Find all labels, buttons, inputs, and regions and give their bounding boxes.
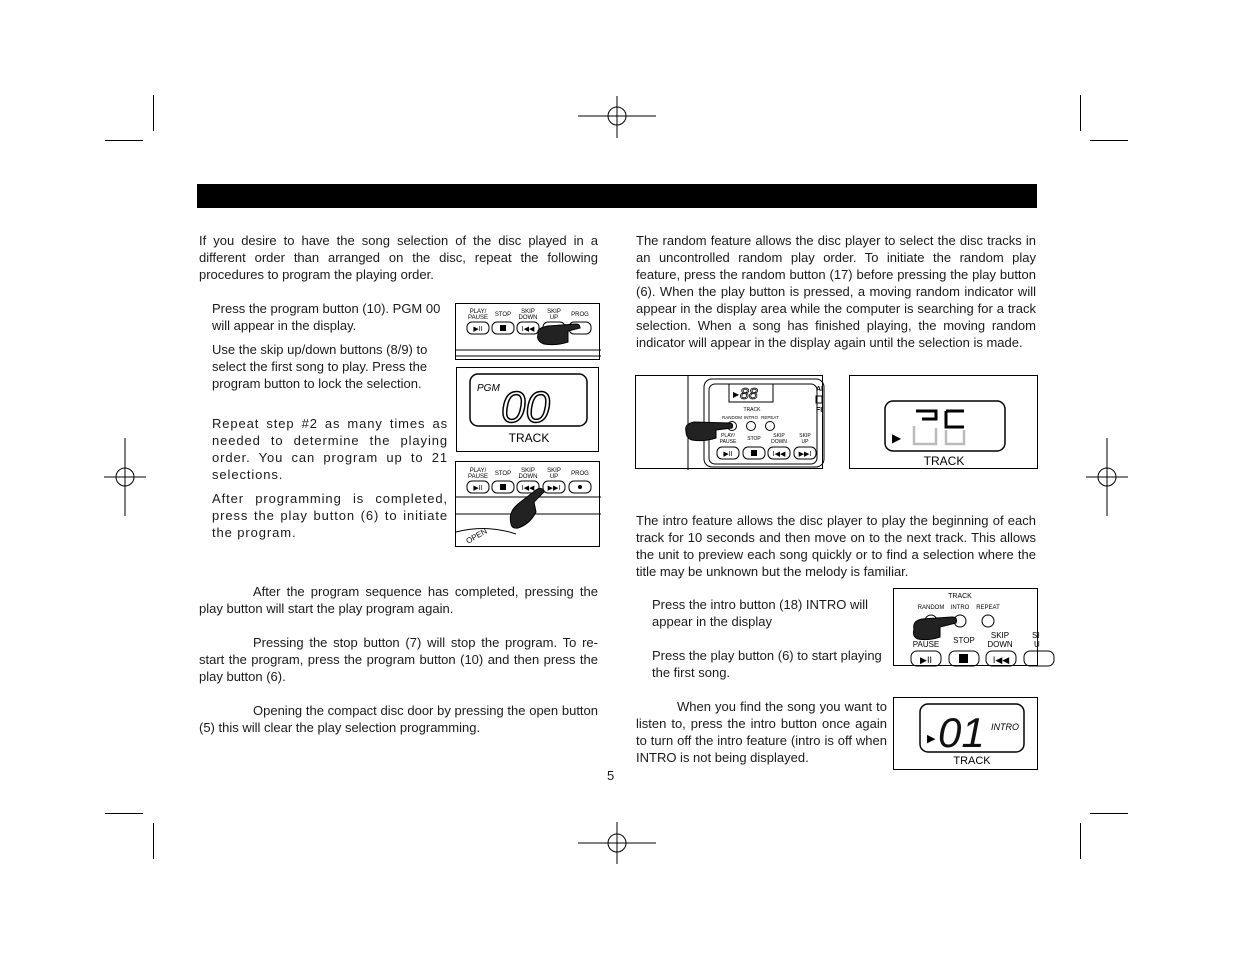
svg-text:PLAY/: PLAY/ [469, 468, 487, 474]
label-prog: PROG [571, 312, 589, 318]
pgm-label: PGM [477, 383, 500, 394]
svg-text:▶▶I: ▶▶I [798, 451, 812, 458]
header-bar [197, 184, 1037, 208]
svg-text:SI: SI [1032, 631, 1040, 640]
svg-text:▶II: ▶II [473, 485, 483, 492]
svg-text:INTRO: INTRO [950, 605, 970, 611]
svg-text:RANDOM: RANDOM [917, 605, 945, 611]
svg-text:STOP: STOP [953, 636, 975, 645]
figure-skip-button-press [455, 461, 600, 547]
svg-text:RANDOM: RANDOM [722, 415, 742, 420]
svg-text:DOWN: DOWN [518, 474, 538, 480]
svg-text:UP: UP [549, 474, 559, 480]
page-number: 5 [607, 768, 615, 783]
intro-paragraph: The intro feature allows the disc player to play the beginning of each track for 10 seconds and then move on to the next track. This allows the unit to preview each song quickly or to find a selection where the title may be unknown but the melody is familiar. [636, 513, 1036, 579]
program-intro-paragraph: If you desire to have the song selection of the disc played in a different order than arranged on the disc, repeat the following procedures to program the playing order. [199, 233, 598, 282]
svg-text:I◀◀: I◀◀ [521, 326, 535, 333]
program-step-2: Use the skip up/down buttons (8/9) to select the first song to play. Press the program button to lock the selection. [212, 342, 428, 391]
svg-text:TRACK: TRACK [743, 407, 761, 413]
svg-text:STOP: STOP [747, 436, 761, 442]
registration-mark-left [104, 438, 146, 516]
intro-track-caption: TRACK [953, 755, 991, 767]
svg-text:▶II: ▶II [723, 451, 733, 458]
program-note-3: Opening the compact disc door by pressing the open button (5) this will clear the play selection programming. [199, 703, 598, 735]
svg-text:PLAY/: PLAY/ [721, 433, 735, 439]
svg-text:PAUSE: PAUSE [468, 315, 488, 321]
registration-mark-bottom [578, 822, 656, 864]
random-small-digits: 88 [740, 386, 758, 403]
svg-text:FI: FI [816, 407, 823, 414]
pgm-digits: 00 [501, 383, 550, 432]
program-step-1: Press the program button (10). PGM 00 will appear in the display. [212, 301, 441, 333]
svg-text:▶▶I: ▶▶I [547, 485, 561, 492]
svg-text:SKIP: SKIP [799, 433, 811, 439]
svg-text:I◀◀: I◀◀ [992, 655, 1010, 665]
random-indicator [916, 411, 964, 427]
figure-intro-button-press [893, 588, 1038, 666]
figure-prog-button-press [455, 303, 600, 360]
intro-note: When you find the song you want to listen to, press the intro button once again to turn off the intro feature (intro is off when INTRO is not being displayed. [636, 699, 887, 765]
svg-text:PROG: PROG [571, 471, 589, 477]
svg-text:DOWN: DOWN [771, 439, 787, 445]
svg-text:REPEAT: REPEAT [976, 605, 1000, 611]
svg-text:PAUSE: PAUSE [719, 439, 737, 445]
svg-text:▶: ▶ [892, 431, 902, 445]
label-play-pause: PLAY/ [469, 309, 487, 315]
svg-text:SKIP: SKIP [547, 468, 561, 474]
figure-intro-lcd [893, 697, 1038, 770]
intro-step-1: Press the intro button (18) INTRO will appear in the display [652, 597, 869, 629]
figure-random-button-press [635, 375, 823, 469]
hand-pointer-icon [914, 617, 957, 640]
svg-text:I◀◀: I◀◀ [772, 451, 786, 458]
svg-text:▶II: ▶II [473, 326, 483, 333]
random-lcd-caption: TRACK [923, 454, 965, 468]
intro-label: INTRO [991, 722, 1019, 732]
svg-text:INTRO: INTRO [744, 415, 758, 420]
program-step-3: Repeat step #2 as many times as needed to determine the playing order. You can program up to 21 selections. [212, 416, 448, 482]
svg-text:SKIP: SKIP [990, 631, 1010, 640]
svg-text:PAUSE: PAUSE [468, 474, 488, 480]
svg-text:AI: AI [816, 386, 823, 393]
svg-text:SKIP: SKIP [521, 468, 535, 474]
figure-pgm-display [456, 367, 599, 452]
svg-text:▶: ▶ [733, 390, 740, 399]
program-note-2: Pressing the stop button (7) will stop the program. To re-start the program, press the program button (10) and then press the play button (6). [199, 635, 598, 684]
svg-text:DOWN: DOWN [987, 640, 1013, 649]
svg-text:STOP: STOP [494, 471, 512, 477]
label-skip-down: SKIP [521, 309, 535, 315]
svg-text:DOWN: DOWN [518, 315, 538, 321]
svg-text:▶: ▶ [927, 733, 936, 745]
label-skip-up: SKIP [547, 309, 561, 315]
svg-text:UP: UP [549, 315, 559, 321]
svg-text:TRACK: TRACK [948, 593, 972, 600]
svg-text:UP: UP [801, 439, 809, 445]
pgm-track-caption: TRACK [508, 431, 550, 445]
hand-pointer-icon [510, 488, 544, 528]
program-step-4: After programming is completed, press the play button (6) to initiate the program. [212, 491, 448, 540]
svg-text:▶II: ▶II [920, 655, 932, 665]
svg-text:PAUSE: PAUSE [912, 640, 940, 649]
svg-text:REPEAT: REPEAT [761, 415, 779, 420]
label-stop: STOP [494, 312, 512, 318]
figure-random-lcd [849, 375, 1038, 469]
registration-mark-right [1086, 438, 1128, 516]
registration-mark-top [578, 96, 656, 138]
intro-step-2: Press the play button (6) to start playing the first song. [652, 648, 882, 680]
random-paragraph: The random feature allows the disc player to select the disc tracks in an uncontrolled random play order. To initiate the random play feature, press the random button (17) before pressing the play button (6). When the play button is pressed, a moving random indicator will appear in the display area while the computer is searching for a track selection. When a song has finished playing, the moving random indicator will appear in the display again until the selection is made. [636, 233, 1036, 350]
intro-digits: 01 [938, 709, 985, 756]
svg-text:I◀◀: I◀◀ [521, 485, 535, 492]
svg-text:U: U [1034, 640, 1040, 649]
svg-text:SKIP: SKIP [773, 433, 785, 439]
program-note-1: After the program sequence has completed, pressing the play button will start the play program again. [199, 584, 598, 616]
open-label: OPEN [464, 526, 489, 546]
